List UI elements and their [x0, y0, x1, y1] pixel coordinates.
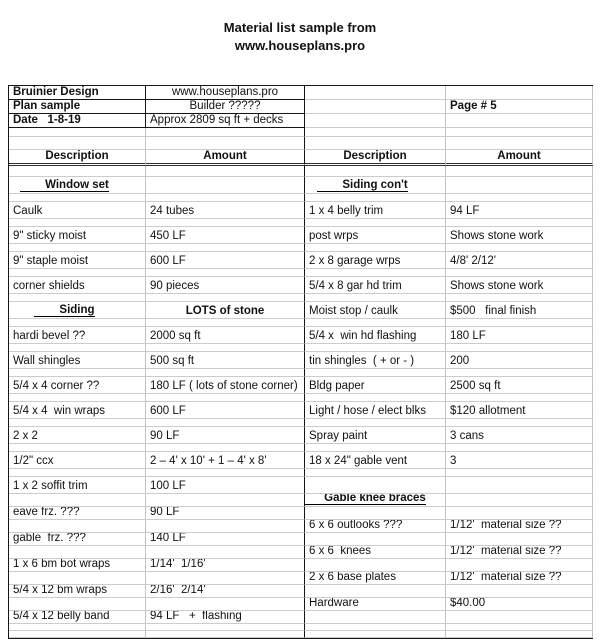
empty-cell [305, 344, 446, 352]
data-cell: post wrps [305, 227, 446, 244]
table-row [9, 402, 593, 419]
data-cell: 1/2" ccx [9, 452, 146, 469]
data-cell: 1/14' 1/16' [146, 559, 305, 572]
data-cell: 180 LF ( lots of stone corner) [146, 377, 305, 394]
empty-cell [146, 219, 305, 227]
empty-cell [146, 177, 305, 194]
empty-cell [9, 369, 146, 377]
empty-cell [146, 394, 305, 402]
empty-cell [9, 546, 146, 559]
empty-cell [446, 444, 593, 452]
table-row [9, 546, 593, 559]
data-cell: corner shields [9, 277, 146, 294]
table-row [9, 177, 593, 194]
empty-cell [9, 469, 146, 477]
empty-cell [146, 244, 305, 252]
empty-cell [446, 631, 593, 638]
column-header-cell: Amount [446, 150, 593, 166]
data-cell: $40.00 [446, 598, 593, 611]
data-cell: Shows stone work [446, 277, 593, 294]
empty-cell [305, 219, 446, 227]
spacer-row [9, 244, 593, 252]
empty-cell [305, 166, 446, 177]
data-cell: $500 final finish [446, 302, 593, 319]
spacer-row [9, 624, 593, 631]
data-cell: 4/8' 2/12' [446, 252, 593, 269]
empty-cell [305, 137, 446, 150]
empty-cell [305, 631, 446, 638]
data-cell: 1 x 2 soffit trim [9, 477, 146, 494]
empty-cell [305, 128, 446, 137]
data-cell: Moist stop / caulk [305, 302, 446, 319]
section-label: Siding con't [317, 179, 407, 192]
empty-cell [9, 419, 146, 427]
section-label: Gable knee braces [305, 494, 426, 505]
data-cell: Hardware [305, 598, 446, 611]
table-row [9, 598, 593, 611]
table-row [9, 572, 593, 585]
empty-cell [446, 469, 593, 477]
empty-cell [146, 419, 305, 427]
empty-cell [305, 369, 446, 377]
column-header-cell: Description [305, 150, 446, 166]
empty-cell [146, 469, 305, 477]
data-cell: Spray paint [305, 427, 446, 444]
data-cell: Light / hose / elect blks [305, 402, 446, 419]
data-cell: 600 LF [146, 402, 305, 419]
empty-cell [9, 444, 146, 452]
table-row [9, 227, 593, 244]
empty-cell [305, 585, 446, 598]
empty-cell [305, 394, 446, 402]
empty-cell [446, 533, 593, 546]
empty-cell [9, 631, 146, 638]
empty-cell [9, 624, 146, 631]
data-cell: 600 LF [146, 252, 305, 269]
empty-cell [305, 194, 446, 202]
section-label: Siding [34, 304, 94, 317]
document-title [0, 19, 600, 55]
table-row [9, 585, 593, 598]
table-row [9, 452, 593, 469]
empty-cell [446, 585, 593, 598]
spacer-row [9, 369, 593, 377]
empty-cell [305, 100, 446, 114]
spacer-row [9, 344, 593, 352]
empty-cell [446, 419, 593, 427]
data-cell: 3 cans [446, 427, 593, 444]
empty-cell [9, 166, 146, 177]
empty-cell [446, 611, 593, 624]
data-cell: 1 x 6 bm bot wraps [9, 559, 146, 572]
empty-cell [9, 128, 146, 137]
empty-cell [146, 546, 305, 559]
empty-cell [146, 624, 305, 631]
data-cell: Builder ????? [146, 100, 305, 114]
spacer-row [9, 419, 593, 427]
data-cell: 1/12' material size ?? [446, 546, 593, 559]
empty-cell [446, 137, 593, 150]
empty-cell [446, 477, 593, 494]
data-cell: 1 x 4 belly trim [305, 202, 446, 219]
empty-cell [305, 294, 446, 302]
table-row [9, 86, 593, 100]
table-row [9, 252, 593, 269]
data-cell: Shows stone work [446, 227, 593, 244]
data-cell: Wall shingles [9, 352, 146, 369]
spacer-row [9, 294, 593, 302]
empty-cell [9, 344, 146, 352]
data-cell: 90 LF [146, 507, 305, 520]
data-cell: 5/4 x 4 corner ?? [9, 377, 146, 394]
data-cell: 200 [446, 352, 593, 369]
data-cell: 100 LF [146, 477, 305, 494]
data-cell: Plan sample [9, 100, 146, 114]
empty-cell [446, 244, 593, 252]
data-cell: 180 LF [446, 327, 593, 344]
data-cell: 5/4 x win hd flashing [305, 327, 446, 344]
empty-cell [446, 269, 593, 277]
empty-cell [146, 269, 305, 277]
empty-cell [305, 507, 446, 520]
data-cell: 18 x 24" gable vent [305, 452, 446, 469]
empty-cell [146, 444, 305, 452]
spacer-row [9, 469, 593, 477]
empty-cell [446, 319, 593, 327]
data-cell: 24 tubes [146, 202, 305, 219]
empty-cell [146, 572, 305, 585]
data-cell: Date 1-8-19 [9, 114, 146, 128]
data-cell: 2500 sq ft [446, 377, 593, 394]
empty-cell [305, 444, 446, 452]
spacer-row [9, 194, 593, 202]
empty-cell [9, 394, 146, 402]
empty-cell [446, 494, 593, 507]
table-row [9, 477, 593, 494]
table-row [9, 520, 593, 533]
empty-cell [9, 244, 146, 252]
table-row [9, 559, 593, 572]
column-header-cell: Description [9, 150, 146, 166]
data-cell: 450 LF [146, 227, 305, 244]
data-cell: 90 LF [146, 427, 305, 444]
empty-cell [146, 520, 305, 533]
empty-cell [446, 369, 593, 377]
empty-cell [146, 319, 305, 327]
data-cell: Bldg paper [305, 377, 446, 394]
empty-cell [305, 269, 446, 277]
empty-cell [146, 369, 305, 377]
spacer-row [9, 128, 593, 137]
data-cell: 2 – 4' x 10' + 1 – 4' x 8' [146, 452, 305, 469]
table-row [9, 507, 593, 520]
empty-cell [446, 114, 593, 128]
table-row [9, 494, 593, 507]
table-row [9, 202, 593, 219]
title-line-2: www.houseplans.pro [234, 38, 366, 53]
empty-cell [146, 166, 305, 177]
empty-cell [146, 294, 305, 302]
empty-cell [9, 219, 146, 227]
data-cell: 90 pieces [146, 277, 305, 294]
empty-cell [446, 128, 593, 137]
data-cell: eave frz. ??? [9, 507, 146, 520]
empty-cell [146, 137, 305, 150]
empty-cell [305, 533, 446, 546]
empty-cell [305, 86, 446, 100]
empty-cell [305, 611, 446, 624]
data-cell: 9" sticky moist [9, 227, 146, 244]
title-line-1: Material list sample from [223, 20, 377, 35]
empty-cell [446, 194, 593, 202]
table-row [9, 100, 593, 114]
empty-cell [146, 631, 305, 638]
data-cell: Approx 2809 sq ft + decks [146, 114, 305, 128]
column-header-cell: Amount [146, 150, 305, 166]
data-cell: Bruinier Design [9, 86, 146, 100]
data-cell: 5/4 x 4 win wraps [9, 402, 146, 419]
empty-cell [9, 494, 146, 507]
empty-cell [305, 559, 446, 572]
spacer-row [9, 394, 593, 402]
data-cell: 6 x 6 knees [305, 546, 446, 559]
empty-cell [446, 86, 593, 100]
table-row [9, 277, 593, 294]
spacer-row [9, 269, 593, 277]
data-cell: LOTS of stone [146, 302, 305, 319]
empty-cell [446, 624, 593, 631]
empty-cell [9, 294, 146, 302]
section-label-cell [9, 177, 146, 194]
data-cell: 2 x 2 [9, 427, 146, 444]
data-cell: 140 LF [146, 533, 305, 546]
section-label-cell [305, 177, 446, 194]
empty-cell [146, 598, 305, 611]
empty-cell [446, 507, 593, 520]
data-cell: 5/4 x 12 belly band [9, 611, 146, 624]
spacer-row [9, 631, 593, 638]
table-row [9, 327, 593, 344]
empty-cell [305, 419, 446, 427]
data-cell: 1/12' material size ?? [446, 520, 593, 533]
data-cell: Page # 5 [446, 100, 593, 114]
spacer-row [9, 219, 593, 227]
empty-cell [305, 477, 446, 494]
data-cell: 6 x 6 outlooks ??? [305, 520, 446, 533]
empty-cell [305, 244, 446, 252]
data-cell: 1/12' material size ?? [446, 572, 593, 585]
table-row [9, 150, 593, 166]
section-label-cell [305, 494, 446, 507]
empty-cell [446, 219, 593, 227]
data-cell: hardi bevel ?? [9, 327, 146, 344]
data-cell: 5/4 x 8 gar hd trim [305, 277, 446, 294]
empty-cell [9, 598, 146, 611]
empty-cell [9, 572, 146, 585]
data-cell: 2/16' 2/14' [146, 585, 305, 598]
empty-cell [446, 166, 593, 177]
data-cell: www.houseplans.pro [146, 86, 305, 100]
data-cell: 2 x 8 garage wrps [305, 252, 446, 269]
empty-cell [9, 194, 146, 202]
data-cell: 9" staple moist [9, 252, 146, 269]
empty-cell [446, 559, 593, 572]
empty-cell [446, 344, 593, 352]
table-row [9, 352, 593, 369]
data-cell: 94 LF [446, 202, 593, 219]
material-list-table [8, 85, 593, 639]
spacer-row [9, 444, 593, 452]
table-row [9, 427, 593, 444]
data-cell: 3 [446, 452, 593, 469]
spacer-row [9, 137, 593, 150]
data-cell: tin shingles ( + or - ) [305, 352, 446, 369]
data-cell: 500 sq ft [146, 352, 305, 369]
data-cell: $120 allotment [446, 402, 593, 419]
empty-cell [305, 469, 446, 477]
empty-cell [9, 520, 146, 533]
data-cell: 94 LF + flashing [146, 611, 305, 624]
empty-cell [305, 319, 446, 327]
empty-cell [146, 494, 305, 507]
empty-cell [446, 177, 593, 194]
empty-cell [9, 269, 146, 277]
section-label: Window set [20, 179, 109, 192]
spacer-row [9, 166, 593, 177]
data-cell: gable frz. ??? [9, 533, 146, 546]
data-cell: 5/4 x 12 bm wraps [9, 585, 146, 598]
spacer-row [9, 319, 593, 327]
table-row [9, 114, 593, 128]
table-row [9, 533, 593, 546]
table-row [9, 611, 593, 624]
data-cell: 2000 sq ft [146, 327, 305, 344]
empty-cell [446, 294, 593, 302]
empty-cell [305, 114, 446, 128]
data-cell: 2 x 6 base plates [305, 572, 446, 585]
table-row [9, 302, 593, 319]
empty-cell [146, 194, 305, 202]
empty-cell [446, 394, 593, 402]
table-row [9, 377, 593, 394]
section-label-cell [9, 302, 146, 319]
empty-cell [146, 344, 305, 352]
data-cell: Caulk [9, 202, 146, 219]
empty-cell [9, 137, 146, 150]
empty-cell [146, 128, 305, 137]
empty-cell [305, 624, 446, 631]
empty-cell [9, 319, 146, 327]
